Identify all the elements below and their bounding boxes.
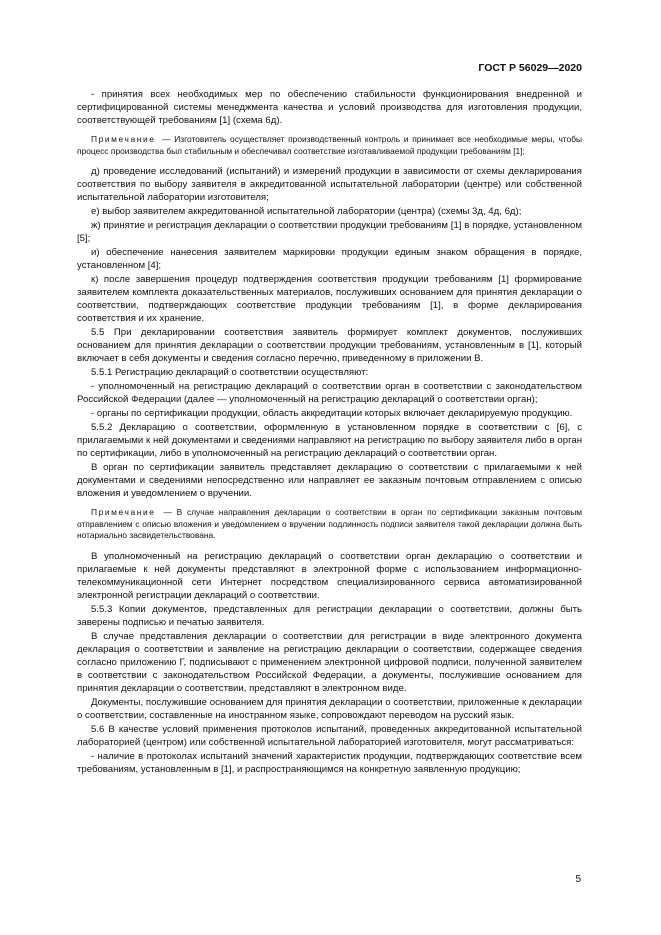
paragraph: - наличие в протоколах испытаний значений характеристик продукции, подтверждающих соответствие всем требованиям, установленным в [1], и распространяющимся на конкретную заявленную продукцию; <box>77 750 582 775</box>
note-2 <box>77 507 582 542</box>
paragraph: - уполномоченный на регистрацию деклараций о соответствии орган в соответствии с законодательством Российской Федерации (далее — уполномоченный на регистрацию деклараций о соответствии орган); <box>77 381 582 405</box>
paragraph: - органы по сертификации продукции, область аккредитации которых включает декларируемую продукцию. <box>91 408 573 419</box>
note-label: Примечание <box>91 507 156 517</box>
paragraph: е) выбор заявителем аккредитованной испытательной лаборатории (центра) (схемы 3д, 4д, 6д); <box>91 206 522 217</box>
note-1 <box>77 134 582 157</box>
note-text: В случае направления декларации о соответствии в орган по сертификации заказным почтовым отправлением с описью вложения и уведомлением о вручении подлинность подписи заявителя такой декларации должна быть нотариально засвидетельствована. <box>77 507 583 540</box>
paragraph: 5.6 В качестве условий применения протоколов испытаний, проведенных аккредитованной испытательной лабораторией (центром) или собственной испытательной лабораторией изготовителя, могут рассматриваться: <box>77 723 582 748</box>
paragraph: 5.5.1 Регистрацию деклараций о соответствии осуществляют: <box>91 367 369 378</box>
paragraph: В уполномоченный на регистрацию деклараций о соответствии орган декларацию о соответствии и прилагаемые к ней документы представляют в электронной форме с использованием информационно-телекоммуникационной сети Интернет посредством специализированного сервиса автоматизированной электронной регистрации деклараций о соответствии. <box>77 550 582 601</box>
paragraph: - принятия всех необходимых мер по обеспечению стабильности функционирования внедренной и сертифицированной системы менеджмента качества и условий производства для изготовления продукции, соответствующей требованиям [1] (схема 6д). <box>77 89 582 126</box>
note-text: Изготовитель осуществляет производственный контроль и принимает все необходимые меры, чтобы процесс производства был стабильным и обеспечивал соответствие изготавливаемой продукции требованиям [1]; <box>77 134 583 156</box>
paragraph: 5.5.2 Декларацию о соответствии, оформленную в установленном порядке в соответствии с [6], с прилагаемыми к ней документами и сведениями направляют на регистрацию по выбору заявителя либо в орган по сертификации, либо в уполномоченный на регистрацию деклараций о соответствии орган. <box>77 422 582 459</box>
paragraph: 5.5.3 Копии документов, представленных для регистрации декларации о соответствии, должны быть заверены подписью и печатью заявителя. <box>77 603 582 628</box>
note-label: Примечание <box>91 134 156 144</box>
paragraph: 5.5 При декларировании соответствия заявитель формирует комплект документов, послуживших основанием для принятия декларации о соответствии продукции требованиям, установленным в [1], который включает в себя документы и сведения согласно перечню, приведенному в приложении В. <box>77 327 582 364</box>
paragraph: к) после завершения процедур подтверждения соответствия продукции требованиям [1] формирование заявителем комплекта доказательственных материалов, послуживших основанием для принятия декларации о соответствии, подтверждающих соответствие продукции требованиям [1], в форме декларирования соответствия и их хранение. <box>77 274 582 324</box>
note-dash: — <box>163 507 172 517</box>
document-header: ГОСТ Р 56029—2020 <box>478 62 582 74</box>
paragraph: ж) принятие и регистрация декларации о соответствии продукции требованиям [1] в порядке, установленном [5]; <box>77 220 582 244</box>
paragraph: В случае представления декларации о соответствии для регистрации в виде электронного документа декларация о соответствии и заявление на регистрацию декларации о соответствии, содержащее сведения согласно приложению Г, подписывают с применением электронной цифровой подписи, полученной заявителем в соответствии с законодательством Российской Федерации, а документы, послужившие основанием для принятия декларации о соответствии, представляют в электронном виде. <box>77 630 582 694</box>
page-body <box>77 88 582 776</box>
page-number: 5 <box>575 874 581 885</box>
paragraph: и) обеспечение нанесения заявителем маркировки продукции единым знаком обращения в порядке, установленном [4]; <box>77 247 582 271</box>
paragraph: Документы, послужившие основанием для принятия декларации о соответствии, приложенные к декларации о соответствии, составленные на иностранном языке, сопровождают переводом на русский язык. <box>77 696 582 721</box>
paragraph: д) проведение исследований (испытаний) и измерений продукции в зависимости от схемы декларирования соответствия по выбору заявителя в аккредитованной испытательной лаборатории (центре) или собственной испытательной лаборатории изготовителя; <box>77 166 582 203</box>
note-dash: — <box>162 134 171 144</box>
paragraph: В орган по сертификации заявитель представляет декларацию о соответствии с прилагаемыми к ней документами и сведениями непосредственно или направляет ее заказным почтовым отправлением с описью вложения и уведомлением о вручении. <box>77 462 582 499</box>
